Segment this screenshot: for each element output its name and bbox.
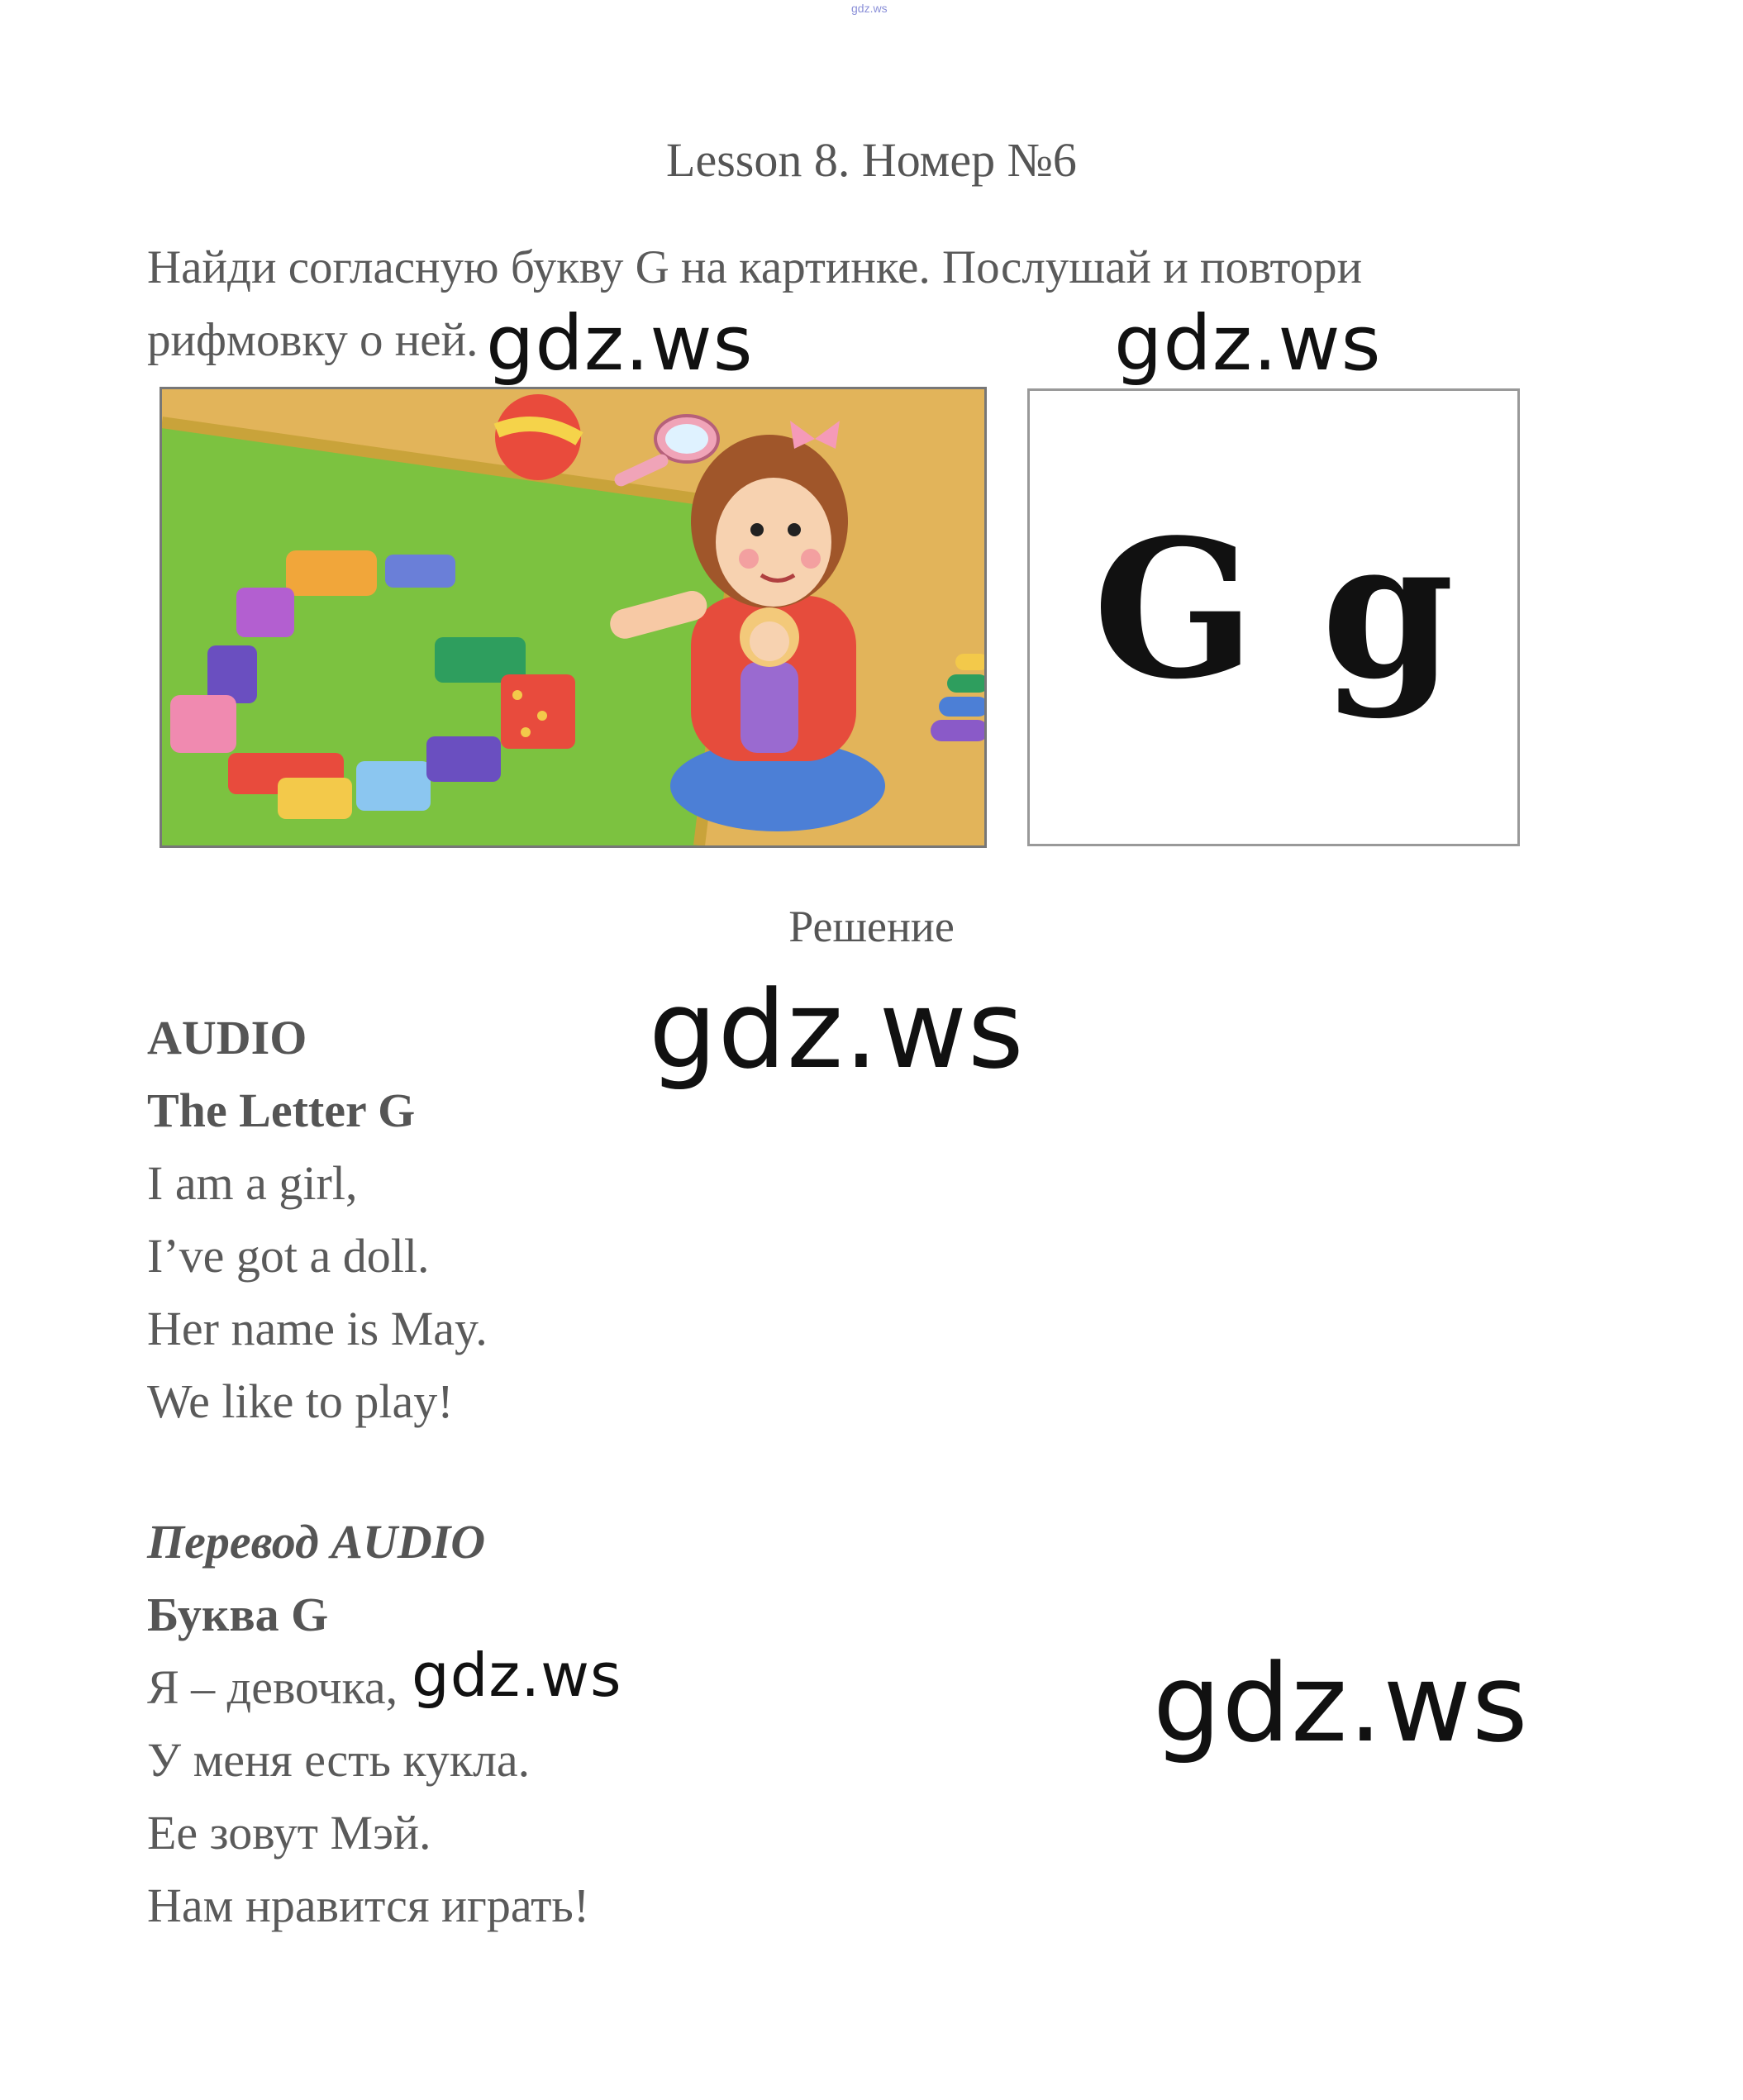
- watermark: gdz.ws: [1114, 299, 1382, 388]
- audio-line: I am a girl,: [147, 1156, 358, 1210]
- translation-line: Нам нравится играть!: [147, 1879, 590, 1932]
- illustration-girl-with-doll: [160, 387, 987, 848]
- audio-line: I’ve got a doll.: [147, 1229, 430, 1283]
- task-line-1: Найди согласную букву G на картинке. Послушай и повтори: [147, 241, 1363, 293]
- watermark: gdz.ws: [486, 299, 754, 388]
- letter-g-display: G g: [1093, 498, 1455, 721]
- page-title: Lesson 8. Номер №6: [666, 133, 1077, 187]
- translation-line: Я – девочка,: [147, 1660, 398, 1714]
- letter-card: [1027, 388, 1520, 846]
- audio-block: [147, 1002, 488, 1438]
- watermark: gdz.ws: [1153, 1640, 1529, 1766]
- translation-title: Буква G: [147, 1588, 329, 1641]
- task-line-2: рифмовку о ней.: [147, 314, 479, 366]
- audio-line: We like to play!: [147, 1374, 454, 1428]
- audio-heading: AUDIO: [147, 1011, 307, 1064]
- translation-heading: Перевод AUDIO: [147, 1515, 486, 1569]
- illustration-svg: [162, 389, 984, 845]
- tiny-watermark: gdz.ws: [851, 2, 888, 15]
- solution-label: Решение: [788, 902, 955, 951]
- audio-title: The Letter G: [147, 1083, 416, 1137]
- watermark: gdz.ws: [412, 1640, 622, 1710]
- translation-block: [147, 1506, 589, 1942]
- translation-line: Ее зовут Мэй.: [147, 1806, 431, 1860]
- audio-line: Her name is May.: [147, 1302, 488, 1355]
- translation-line: У меня есть кукла.: [147, 1733, 531, 1787]
- watermark: gdz.ws: [649, 967, 1025, 1093]
